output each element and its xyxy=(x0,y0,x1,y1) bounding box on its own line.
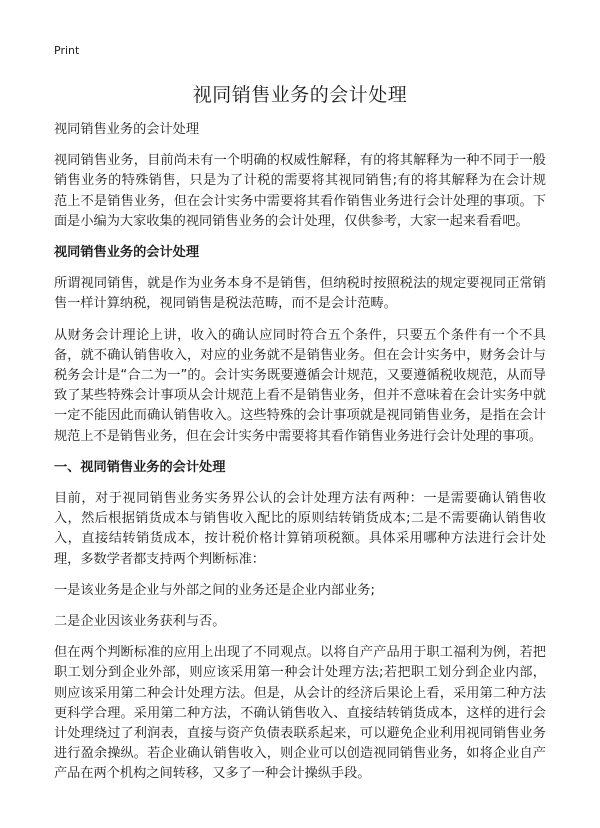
section2-paragraph-3: 二是企业因该业务获利与否。 xyxy=(54,614,226,630)
article-subtitle: 视同销售业务的会计处理 xyxy=(54,122,200,137)
section1-paragraph-2: 从财务会计理论上讲，收入的确认应同时符合五个条件，只要五个条件有一个不具备，就不确认销售收入，对应的业务就不是销售业务。但在会计实务中，财务会计与税务会计是“合二为一”的。会计实务既要遵循会计规范，又要遵循税收规范，从而导致了某些特殊会计事项从会计规范上看不是销售业务，但并不意味着在会计实务中就一定不能因此而确认销售收入。这些特殊的会计事项就是视同销售业务，是指在会计规范上不是销售业务，但在会计实务中需要将其看作销售业务进行会计处理的事项。 xyxy=(54,327,546,444)
page-title: 视同销售业务的会计处理 xyxy=(192,84,408,106)
section2-paragraph-4: 但在两个判断标准的应用上出现了不同观点。以将自产产品用于职工福利为例，若把职工划分到企业外部，则应该采用第一种会计处理方法;若把职工划分到企业内部，则应该采用第二种会计处理方法。但是，从会计的经济后果论上看，采用第二种方法更科学合理。采用第二种方法，不确认销售收入、直接结转销货成本，这样的进行会计处理绕过了利润表，直接与资产负债表联系起来，可以避免企业利用视同销售业务进行盈余操纵。若企业确认销售收入，则企业可以创造视同销售业务，如将企业自产产品在两个机构之间转移，又多了一种会计操纵手段。 xyxy=(54,645,546,782)
section2-paragraph-2: 一是该业务是企业与外部之间的业务还是企业内部业务; xyxy=(54,582,375,598)
intro-paragraph: 视同销售业务，目前尚未有一个明确的权威性解释，有的将其解释为一种不同于一般销售业务的特殊销售，只是为了计税的需要将其视同销售;有的将其解释为在会计规范上不是销售业务，但在会计实务中需要将其看作销售业务进行会计处理的事项。下面是小编为大家收集的视同销售业务的会计处理，仅供参考，大家一起来看看吧。 xyxy=(54,153,546,229)
section-heading-2: 一、视同销售业务的会计处理 xyxy=(54,459,226,475)
section1-paragraph-1: 所谓视同销售，就是作为业务本身不是销售，但纳税时按照税法的规定要视同正常销售一样计算纳税，视同销售是税法范畴，而不是会计范畴。 xyxy=(54,276,546,312)
section2-paragraph-1: 目前，对于视同销售业务实务界公认的会计处理方法有两种：一是需要确认销售收入，然后根据销货成本与销售收入配比的原则结转销货成本;二是不需要确认销售收入，直接结转销货成本，按计税价格计算销项税额。具体采用哪种方法进行会计处理，多数学者都支持两个判断标准： xyxy=(54,491,546,567)
article-body xyxy=(54,120,546,796)
section-heading-1: 视同销售业务的会计处理 xyxy=(54,245,200,261)
print-link[interactable]: Print xyxy=(54,44,80,57)
